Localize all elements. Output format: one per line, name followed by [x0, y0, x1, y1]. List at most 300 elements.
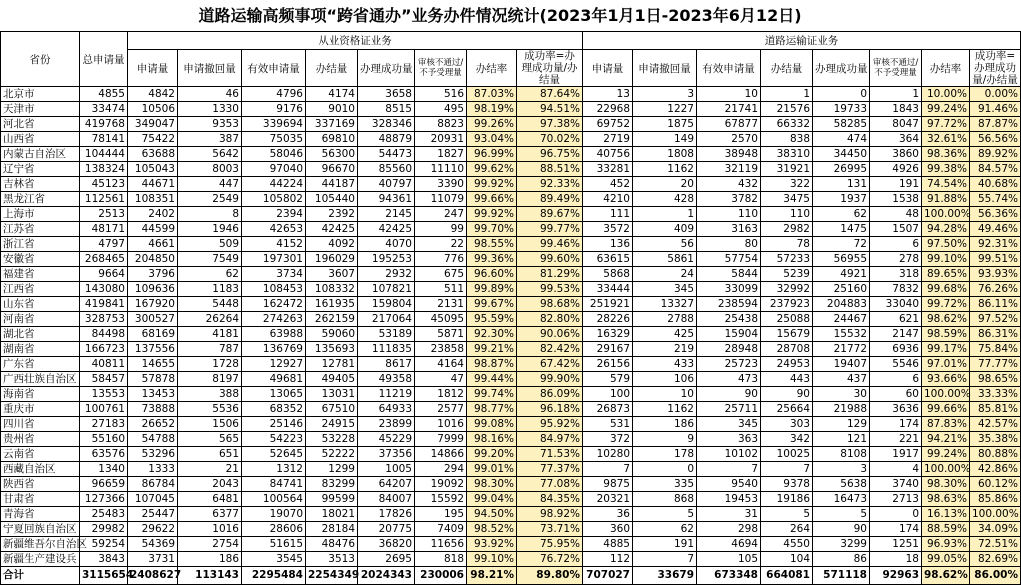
value-cell: 87.03%: [467, 87, 517, 102]
value-cell: 99.92%: [467, 177, 517, 192]
value-cell: 26156: [583, 357, 633, 372]
value-cell: 121: [813, 432, 870, 447]
province-cell: 贵州省: [1, 432, 80, 447]
table-row: [1, 132, 1021, 147]
value-cell: 91.88%: [922, 192, 970, 207]
table-row: [1, 117, 1021, 132]
value-cell: 93.04%: [467, 132, 517, 147]
value-cell: 105802: [242, 192, 306, 207]
value-cell: 1162: [633, 162, 697, 177]
value-cell: 11656: [415, 537, 467, 552]
value-cell: 3636: [870, 402, 922, 417]
value-cell: 2982: [761, 222, 813, 237]
value-cell: 95.92%: [517, 417, 583, 432]
value-cell: 838: [761, 132, 813, 147]
value-cell: 71.53%: [517, 447, 583, 462]
value-cell: 2024343: [358, 567, 415, 585]
value-cell: 1937: [813, 192, 870, 207]
value-cell: 97.50%: [922, 237, 970, 252]
table-row: [1, 162, 1021, 177]
value-cell: 238594: [697, 297, 761, 312]
value-cell: 511: [415, 282, 467, 297]
qualification-col-header: 有效申请量: [242, 50, 306, 87]
value-cell: 93.92%: [467, 537, 517, 552]
transport-col-header: 办结率: [922, 50, 970, 87]
value-cell: 13: [583, 87, 633, 102]
value-cell: 104444: [80, 147, 128, 162]
province-cell: 浙江省: [1, 237, 80, 252]
value-cell: 9875: [583, 477, 633, 492]
value-cell: 1812: [415, 387, 467, 402]
value-cell: 4797: [80, 237, 128, 252]
province-cell: 山西省: [1, 132, 80, 147]
value-cell: 9378: [761, 477, 813, 492]
table-row: [1, 147, 1021, 162]
value-cell: 707027: [583, 567, 633, 585]
value-cell: 17826: [358, 507, 415, 522]
transport-col-header: 成功率=办理成功量/办结量: [970, 50, 1021, 87]
value-cell: 88.59%: [922, 522, 970, 537]
value-cell: 25088: [761, 312, 813, 327]
value-cell: 21576: [761, 102, 813, 117]
value-cell: 452: [583, 177, 633, 192]
value-cell: 1475: [813, 222, 870, 237]
value-cell: 0: [870, 507, 922, 522]
value-cell: 19186: [761, 492, 813, 507]
value-cell: 268465: [80, 252, 128, 267]
value-cell: 7: [697, 462, 761, 477]
value-cell: 14866: [415, 447, 467, 462]
value-cell: 99.66%: [922, 402, 970, 417]
value-cell: 96670: [306, 162, 358, 177]
value-cell: 111835: [358, 342, 415, 357]
table-row: [1, 102, 1021, 117]
province-cell: 广东省: [1, 357, 80, 372]
value-cell: 100.00%: [922, 462, 970, 477]
value-cell: 16.13%: [922, 507, 970, 522]
value-cell: 2254349: [306, 567, 358, 585]
value-cell: 166723: [80, 342, 128, 357]
value-cell: 95.59%: [467, 312, 517, 327]
value-cell: 62: [813, 207, 870, 222]
value-cell: 31: [697, 507, 761, 522]
value-cell: 428: [633, 192, 697, 207]
value-cell: 57754: [697, 252, 761, 267]
value-cell: 97.52%: [970, 312, 1021, 327]
value-cell: 2932: [358, 267, 415, 282]
value-cell: 787: [178, 342, 242, 357]
value-cell: 93.66%: [922, 372, 970, 387]
qualification-col-header: 成功率=办理成功量/办结量: [517, 50, 583, 87]
value-cell: 337169: [306, 117, 358, 132]
qualification-col-header: 办理成功量: [358, 50, 415, 87]
value-cell: 7549: [178, 252, 242, 267]
value-cell: 70.02%: [517, 132, 583, 147]
value-cell: 99.17%: [922, 342, 970, 357]
value-cell: 4796: [242, 87, 306, 102]
value-cell: 322: [761, 177, 813, 192]
value-cell: 425: [633, 327, 697, 342]
value-cell: 2131: [415, 297, 467, 312]
value-cell: 21: [178, 462, 242, 477]
value-cell: 74.54%: [922, 177, 970, 192]
value-cell: 99.01%: [467, 462, 517, 477]
value-cell: 99.53%: [517, 282, 583, 297]
value-cell: 99.21%: [467, 342, 517, 357]
table-row: [1, 342, 1021, 357]
value-cell: 96.75%: [517, 147, 583, 162]
value-cell: 419841: [80, 297, 128, 312]
value-cell: 57233: [761, 252, 813, 267]
value-cell: 98.68%: [517, 297, 583, 312]
value-cell: 75035: [242, 132, 306, 147]
value-cell: 99.24%: [922, 447, 970, 462]
value-cell: 136769: [242, 342, 306, 357]
value-cell: 303: [761, 417, 813, 432]
value-cell: 186: [633, 417, 697, 432]
value-cell: 509: [178, 237, 242, 252]
value-cell: 99.90%: [517, 372, 583, 387]
value-cell: 109636: [128, 282, 178, 297]
value-cell: 99.68%: [922, 282, 970, 297]
value-cell: 100.00%: [970, 507, 1021, 522]
value-cell: 28226: [583, 312, 633, 327]
value-cell: 7: [583, 462, 633, 477]
value-cell: 349047: [128, 117, 178, 132]
table-row: [1, 222, 1021, 237]
province-cell: 辽宁省: [1, 162, 80, 177]
table-row: [1, 267, 1021, 282]
value-cell: 12927: [242, 357, 306, 372]
value-cell: 4926: [870, 162, 922, 177]
value-cell: 76.26%: [970, 282, 1021, 297]
value-cell: 135693: [306, 342, 358, 357]
table-row: [1, 372, 1021, 387]
value-cell: 89.80%: [517, 567, 583, 585]
value-cell: 27183: [80, 417, 128, 432]
value-cell: 32992: [761, 282, 813, 297]
value-cell: 129: [813, 417, 870, 432]
value-cell: 22968: [583, 102, 633, 117]
value-cell: 29622: [128, 522, 178, 537]
value-cell: 8617: [358, 357, 415, 372]
value-cell: 28948: [697, 342, 761, 357]
value-cell: 34.09%: [970, 522, 1021, 537]
value-cell: 112561: [80, 192, 128, 207]
value-cell: 97.72%: [922, 117, 970, 132]
value-cell: 1875: [633, 117, 697, 132]
value-cell: 100: [583, 387, 633, 402]
value-cell: 1333: [128, 462, 178, 477]
transport-col-header: 申请量: [583, 50, 633, 87]
value-cell: 58046: [242, 147, 306, 162]
value-cell: 345: [633, 282, 697, 297]
value-cell: 48: [870, 207, 922, 222]
value-cell: 98.77%: [467, 402, 517, 417]
value-cell: 48171: [80, 222, 128, 237]
value-cell: 8003: [178, 162, 242, 177]
value-cell: 82.42%: [517, 342, 583, 357]
value-cell: 328753: [80, 312, 128, 327]
value-cell: 230006: [415, 567, 467, 585]
value-cell: 868: [633, 492, 697, 507]
value-cell: 96.99%: [467, 147, 517, 162]
value-cell: 85560: [358, 162, 415, 177]
value-cell: 53296: [128, 447, 178, 462]
value-cell: 99.36%: [467, 252, 517, 267]
value-cell: 94.28%: [922, 222, 970, 237]
value-cell: 56.56%: [970, 132, 1021, 147]
value-cell: 48476: [306, 537, 358, 552]
value-cell: 44187: [306, 177, 358, 192]
value-cell: 98.21%: [467, 567, 517, 585]
value-cell: 2392: [306, 207, 358, 222]
value-cell: 2145: [358, 207, 415, 222]
value-cell: 88.51%: [517, 162, 583, 177]
value-cell: 98.52%: [467, 522, 517, 537]
value-cell: 262159: [306, 312, 358, 327]
value-cell: 90: [813, 522, 870, 537]
value-cell: 99.20%: [467, 447, 517, 462]
province-cell: 北京市: [1, 87, 80, 102]
value-cell: 98.65%: [970, 372, 1021, 387]
value-cell: 219: [633, 342, 697, 357]
value-cell: 8823: [415, 117, 467, 132]
table-row: [1, 252, 1021, 267]
value-cell: 5868: [583, 267, 633, 282]
province-cell: 黑龙江省: [1, 192, 80, 207]
value-cell: 3796: [128, 267, 178, 282]
value-cell: 40756: [583, 147, 633, 162]
transport-col-header: 办结量: [761, 50, 813, 87]
value-cell: 99.67%: [467, 297, 517, 312]
value-cell: 1: [870, 87, 922, 102]
value-cell: 113143: [178, 567, 242, 585]
province-cell: 天津市: [1, 102, 80, 117]
value-cell: 75.95%: [517, 537, 583, 552]
province-cell: 江苏省: [1, 222, 80, 237]
table-row: [1, 432, 1021, 447]
value-cell: 3475: [761, 192, 813, 207]
table-row: [1, 177, 1021, 192]
value-cell: 98.62%: [922, 312, 970, 327]
value-cell: 4842: [128, 87, 178, 102]
qualification-col-header: 审核不通过/不予受理量: [415, 50, 467, 87]
value-cell: 28184: [306, 522, 358, 537]
value-cell: 2713: [870, 492, 922, 507]
value-cell: 1016: [178, 522, 242, 537]
value-cell: 26264: [178, 312, 242, 327]
value-cell: 197301: [242, 252, 306, 267]
value-cell: 96.60%: [467, 267, 517, 282]
province-cell: 湖南省: [1, 342, 80, 357]
value-cell: 63988: [242, 327, 306, 342]
value-cell: 7: [761, 462, 813, 477]
table-row: [1, 297, 1021, 312]
value-cell: 1946: [178, 222, 242, 237]
value-cell: 3: [633, 87, 697, 102]
province-cell: 合计: [1, 567, 80, 585]
value-cell: 2788: [633, 312, 697, 327]
value-cell: 294: [415, 462, 467, 477]
province-cell: 新疆维吾尔自治区: [1, 537, 80, 552]
value-cell: 19407: [813, 357, 870, 372]
value-cell: 664081: [761, 567, 813, 585]
value-cell: 25447: [128, 507, 178, 522]
value-cell: 80.88%: [970, 447, 1021, 462]
value-cell: 104: [761, 552, 813, 567]
value-cell: 99.10%: [922, 252, 970, 267]
value-cell: 89.49%: [517, 192, 583, 207]
table-row: [1, 312, 1021, 327]
value-cell: 3731: [128, 552, 178, 567]
value-cell: 67.42%: [517, 357, 583, 372]
value-cell: 328346: [358, 117, 415, 132]
value-cell: 127366: [80, 492, 128, 507]
value-cell: 137556: [128, 342, 178, 357]
value-cell: 110: [697, 207, 761, 222]
value-cell: 96659: [80, 477, 128, 492]
value-cell: 318: [870, 267, 922, 282]
value-cell: 38310: [761, 147, 813, 162]
value-cell: 217064: [358, 312, 415, 327]
value-cell: 40811: [80, 357, 128, 372]
value-cell: 98.59%: [922, 327, 970, 342]
value-cell: 60: [870, 387, 922, 402]
value-cell: 108332: [306, 282, 358, 297]
value-cell: 1808: [633, 147, 697, 162]
value-cell: 4181: [178, 327, 242, 342]
value-cell: 69752: [583, 117, 633, 132]
value-cell: 20775: [358, 522, 415, 537]
province-cell: 重庆市: [1, 402, 80, 417]
value-cell: 4855: [80, 87, 128, 102]
value-cell: 3299: [813, 537, 870, 552]
value-cell: 0: [813, 87, 870, 102]
province-cell: 上海市: [1, 207, 80, 222]
value-cell: 3843: [80, 552, 128, 567]
value-cell: 10025: [761, 447, 813, 462]
value-cell: 1538: [870, 192, 922, 207]
value-cell: 251921: [583, 297, 633, 312]
province-cell: 云南省: [1, 447, 80, 462]
value-cell: 99.89%: [467, 282, 517, 297]
province-cell: 内蒙古自治区: [1, 147, 80, 162]
value-cell: 20: [633, 177, 697, 192]
value-cell: 54788: [128, 432, 178, 447]
value-cell: 58457: [80, 372, 128, 387]
value-cell: 9664: [80, 267, 128, 282]
value-cell: 19453: [697, 492, 761, 507]
value-cell: 69810: [306, 132, 358, 147]
value-cell: 143080: [80, 282, 128, 297]
value-cell: 99.77%: [517, 222, 583, 237]
value-cell: 8108: [813, 447, 870, 462]
value-cell: 2043: [178, 477, 242, 492]
value-cell: 84.57%: [970, 162, 1021, 177]
value-cell: 49681: [242, 372, 306, 387]
value-cell: 4550: [761, 537, 813, 552]
value-cell: 90: [761, 387, 813, 402]
value-cell: 94.50%: [467, 507, 517, 522]
value-cell: 72.51%: [970, 537, 1021, 552]
value-cell: 63576: [80, 447, 128, 462]
value-cell: 94.21%: [922, 432, 970, 447]
value-cell: 18021: [306, 507, 358, 522]
value-cell: 20321: [583, 492, 633, 507]
value-cell: 1728: [178, 357, 242, 372]
value-cell: 1843: [870, 102, 922, 117]
value-cell: 363: [697, 432, 761, 447]
value-cell: 14655: [128, 357, 178, 372]
value-cell: 94.51%: [517, 102, 583, 117]
value-cell: 42425: [306, 222, 358, 237]
value-cell: 8: [178, 207, 242, 222]
value-cell: 433: [633, 357, 697, 372]
value-cell: 11110: [415, 162, 467, 177]
group-header-transport: 道路运输证业务: [583, 32, 1021, 50]
value-cell: 2408627: [128, 567, 178, 585]
value-cell: 36: [583, 507, 633, 522]
value-cell: 474: [813, 132, 870, 147]
total-header: 总申请量: [80, 32, 128, 87]
value-cell: 167920: [128, 297, 178, 312]
value-cell: 99.66%: [467, 192, 517, 207]
total-row: [1, 567, 1021, 585]
value-cell: 56: [633, 237, 697, 252]
value-cell: 579: [583, 372, 633, 387]
value-cell: 443: [761, 372, 813, 387]
value-cell: 364: [870, 132, 922, 147]
value-cell: 1917: [870, 447, 922, 462]
qualification-col-header: 办结率: [467, 50, 517, 87]
value-cell: 52222: [306, 447, 358, 462]
value-cell: 107821: [358, 282, 415, 297]
value-cell: 90: [697, 387, 761, 402]
value-cell: 99.26%: [467, 117, 517, 132]
value-cell: 44224: [242, 177, 306, 192]
value-cell: 78141: [80, 132, 128, 147]
value-cell: 99.46%: [517, 237, 583, 252]
value-cell: 99.24%: [922, 102, 970, 117]
value-cell: 44599: [128, 222, 178, 237]
table-row: [1, 192, 1021, 207]
value-cell: 4164: [415, 357, 467, 372]
value-cell: 99.70%: [467, 222, 517, 237]
value-cell: 5871: [415, 327, 467, 342]
value-cell: 3390: [415, 177, 467, 192]
value-cell: 9540: [697, 477, 761, 492]
value-cell: 19733: [813, 102, 870, 117]
value-cell: 33040: [870, 297, 922, 312]
table-row: [1, 492, 1021, 507]
value-cell: 84.35%: [517, 492, 583, 507]
value-cell: 339694: [242, 117, 306, 132]
value-cell: 45229: [358, 432, 415, 447]
value-cell: 99.51%: [970, 252, 1021, 267]
table-row: [1, 387, 1021, 402]
value-cell: 1312: [242, 462, 306, 477]
value-cell: 92963: [870, 567, 922, 585]
value-cell: 5239: [761, 267, 813, 282]
value-cell: 1827: [415, 147, 467, 162]
province-cell: 安徽省: [1, 252, 80, 267]
value-cell: 1506: [178, 417, 242, 432]
value-cell: 82.80%: [517, 312, 583, 327]
value-cell: 9353: [178, 117, 242, 132]
value-cell: 33099: [697, 282, 761, 297]
value-cell: 46: [178, 87, 242, 102]
